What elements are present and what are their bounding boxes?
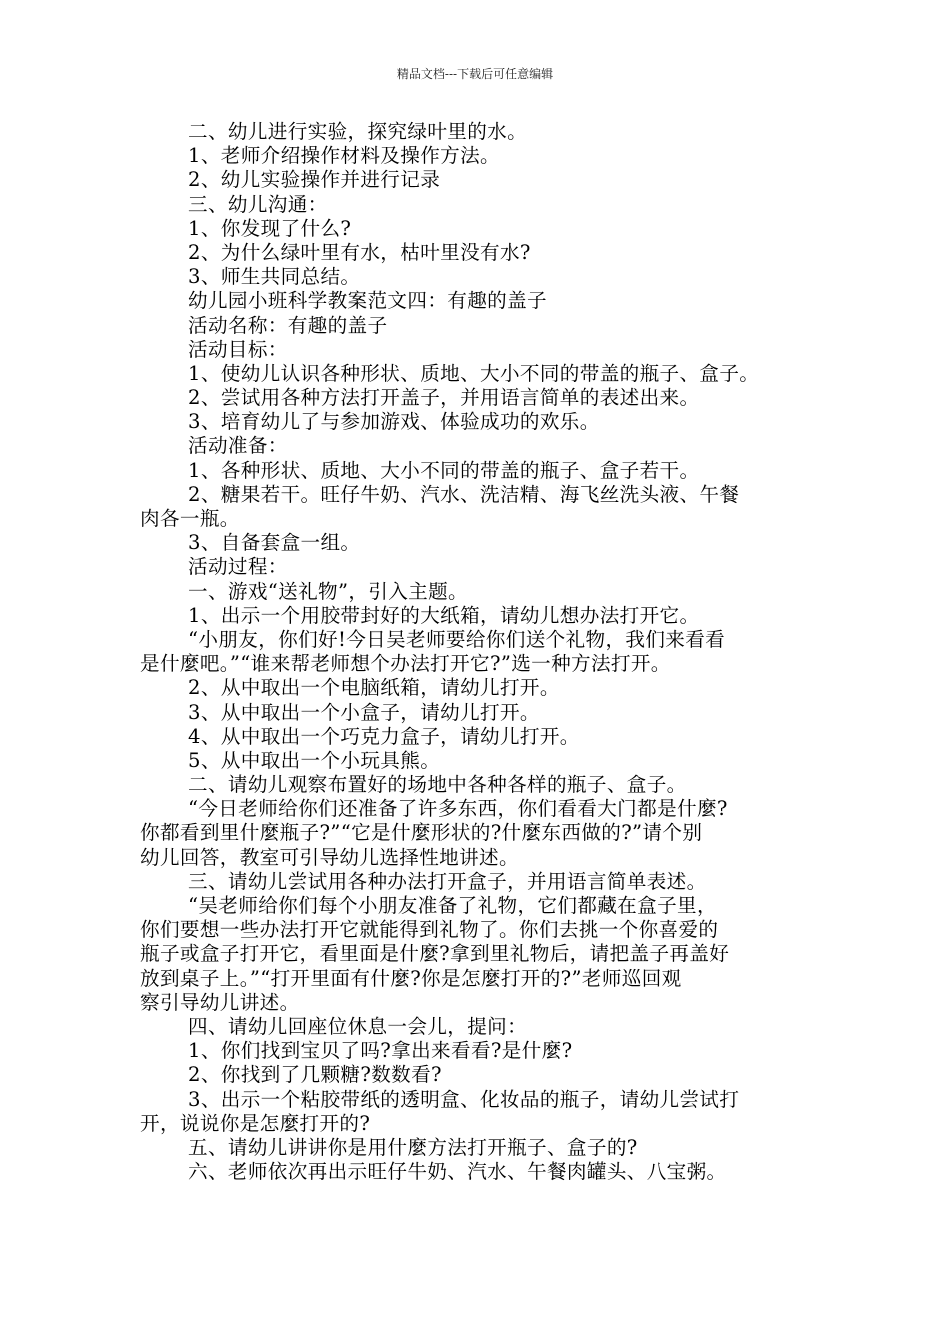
paragraph-line: 1、你发现了什么? [188, 216, 352, 240]
paragraph-line: 幼儿园小班科学教案范文四：有趣的盖子 [188, 289, 547, 313]
paragraph-line: 二、幼儿进行实验，探究绿叶里的水。 [188, 120, 528, 143]
paragraph-line: 2、你找到了几颗糖?数数看? [188, 1063, 442, 1087]
paragraph-line: 二、请幼儿观察布置好的场地中各种各样的瓶子、盒子。 [188, 773, 687, 797]
paragraph-line: “今日老师给你们还准备了许多东西，你们看看大门都是什麼? [188, 797, 728, 821]
paragraph-line: 四、请幼儿回座位休息一会儿，提问： [188, 1014, 528, 1038]
paragraph-line: 2、糖果若干。旺仔牛奶、汽水、洗洁精、海飞丝洗头液、午餐 [188, 482, 740, 506]
paragraph-line: 2、从中取出一个电脑纸箱，请幼儿打开。 [188, 676, 560, 700]
paragraph-line: 是什麼吧。”“谁来帮老师想个办法打开它?”选一种方法打开。 [140, 652, 671, 676]
paragraph-line: 4、从中取出一个巧克力盒子，请幼儿打开。 [188, 724, 580, 748]
paragraph-line: 察引导幼儿讲述。 [140, 990, 300, 1014]
paragraph-line: 幼儿回答，教室可引导幼儿选择性地讲述。 [140, 845, 519, 869]
paragraph-line: “吴老师给你们每个小朋友准备了礼物，它们都藏在盒子里， [188, 894, 717, 917]
document-body [140, 120, 820, 1184]
paragraph-line: 3、自备套盒一组。 [188, 531, 361, 555]
paragraph-line: 3、出示一个粘胶带纸的透明盒、化妆品的瓶子，请幼儿尝试打 [188, 1087, 740, 1111]
paragraph-line: 活动目标： [188, 337, 288, 361]
paragraph-line: 2、幼儿实验操作并进行记录 [188, 168, 441, 192]
paragraph-line: 2、为什么绿叶里有水，枯叶里没有水? [188, 240, 531, 264]
page-header: 精品文档---下载后可任意编辑 [396, 67, 554, 81]
paragraph-line: 3、师生共同总结。 [188, 265, 361, 289]
paragraph-line: 3、从中取出一个小盒子，请幼儿打开。 [188, 700, 540, 724]
paragraph-line: 活动名称：有趣的盖子 [188, 313, 388, 337]
paragraph-line: 六、老师依次再出示旺仔牛奶、汽水、午餐肉罐头、八宝粥。 [188, 1160, 727, 1184]
paragraph-line: 1、各种形状、质地、大小不同的带盖的瓶子、盒子若干。 [188, 458, 700, 482]
paragraph-line: 活动准备： [188, 434, 288, 458]
paragraph-line: 三、请幼儿尝试用各种办法打开盒子，并用语言简单表述。 [188, 869, 707, 893]
paragraph-line: 1、使幼儿认识各种形状、质地、大小不同的带盖的瓶子、盒子。 [188, 361, 760, 385]
paragraph-line: 放到桌子上。”“打开里面有什麼?你是怎麼打开的?”老师巡回观 [140, 966, 682, 990]
paragraph-line: 1、老师介绍操作材料及操作方法。 [188, 144, 500, 168]
paragraph-line: 2、尝试用各种方法打开盖子，并用语言简单的表述出来。 [188, 386, 700, 410]
paragraph-line: “小朋友，你们好!今日吴老师要给你们送个礼物，我们来看看 [188, 627, 726, 651]
paragraph-line: 开，说说你是怎麼打开的? [140, 1111, 371, 1135]
paragraph-line: 一、游戏“送礼物”，引入主题。 [188, 579, 469, 603]
paragraph-line: 五、请幼儿讲讲你是用什麼方法打开瓶子、盒子的? [188, 1135, 638, 1159]
paragraph-line: 你们要想一些办法打开它就能得到礼物了。你们去挑一个你喜爱的 [140, 918, 719, 942]
paragraph-line: 1、出示一个用胶带封好的大纸箱，请幼儿想办法打开它。 [188, 603, 700, 627]
paragraph-line: 活动过程： [188, 555, 288, 579]
paragraph-line: 肉各一瓶。 [140, 507, 240, 530]
paragraph-line: 瓶子或盒子打开它，看里面是什麼?拿到里礼物后，请把盖子再盖好 [140, 942, 730, 966]
paragraph-line: 1、你们找到宝贝了吗?拿出来看看?是什麼? [188, 1039, 573, 1063]
paragraph-line: 3、培育幼儿了与参加游戏、体验成功的欢乐。 [188, 410, 600, 434]
paragraph-line: 三、幼儿沟通： [188, 192, 328, 216]
paragraph-line: 你都看到里什麼瓶子?”“它是什麼形状的?什麼东西做的?”请个别 [140, 821, 703, 845]
paragraph-line: 5、从中取出一个小玩具熊。 [188, 748, 441, 772]
